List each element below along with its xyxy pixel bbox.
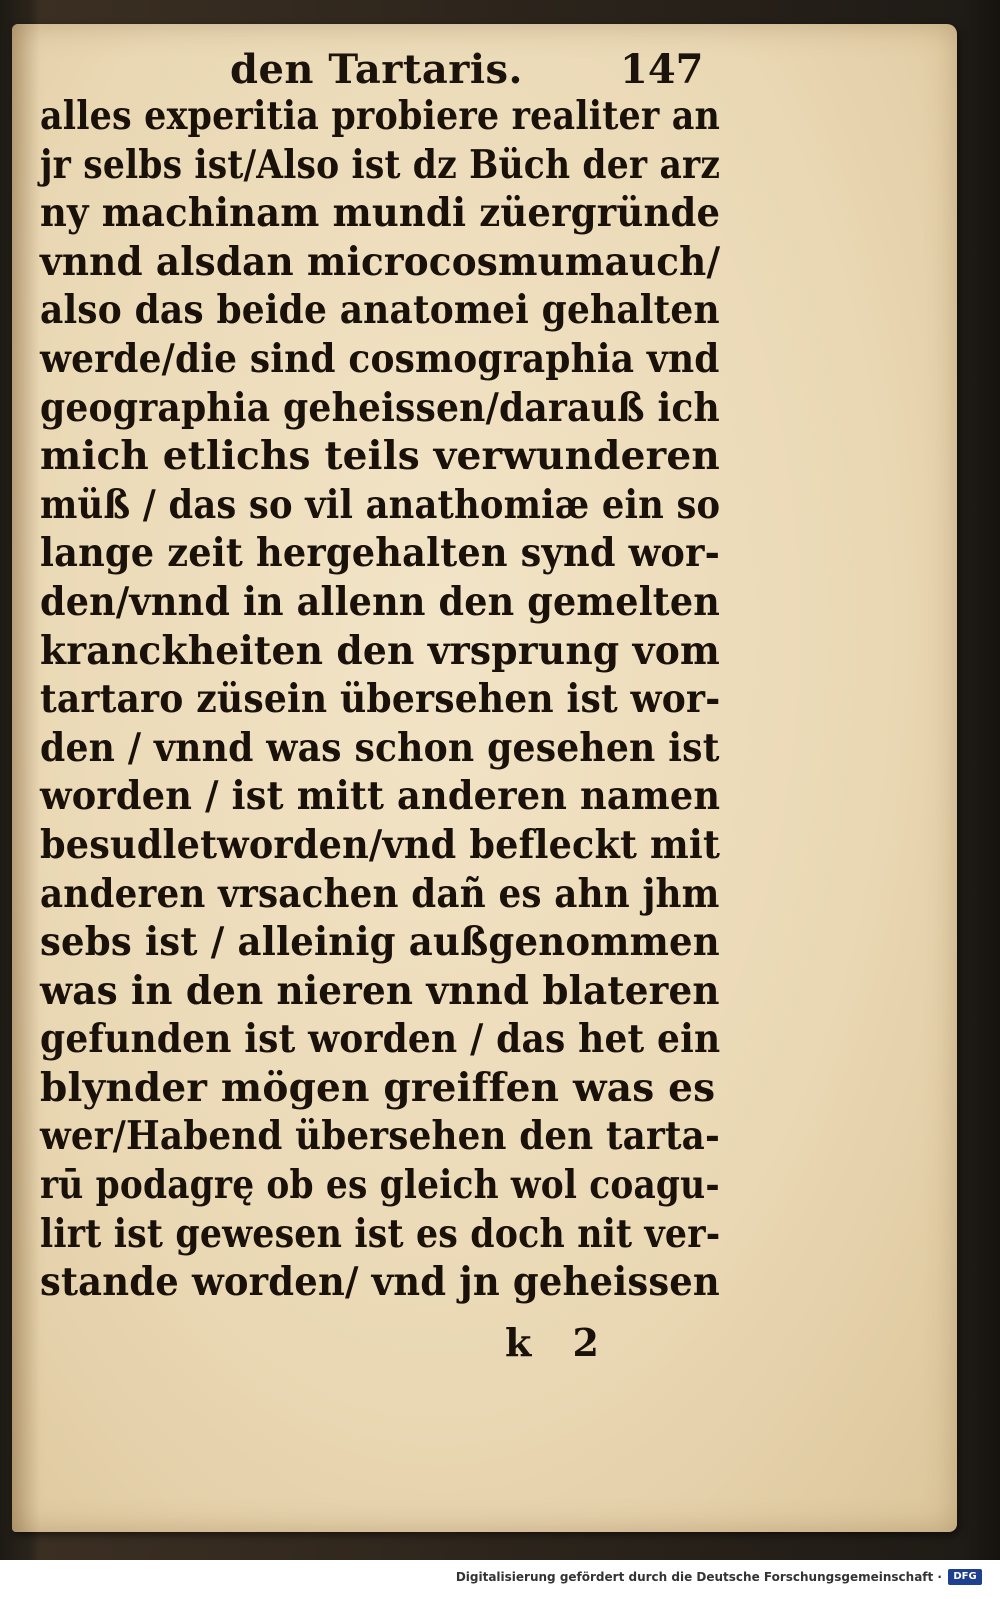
text-line: rū podagrę ob es gleich wol coagu- — [40, 1162, 720, 1209]
text-line: mich etlichs teils verwunderen — [40, 433, 720, 480]
text-line: anderen vrsachen dañ es ahn jhm — [40, 870, 720, 917]
text-line: vnnd alsdan microcosmumauch/ — [40, 238, 721, 285]
text-line: besudletworden/vnd befleckt mit — [40, 821, 721, 868]
page-number: 147 — [620, 46, 704, 93]
text-line: worden / ist mitt anderen namen — [40, 773, 721, 820]
text-line: jr selbs ist/Also ist dz Büch der arz — [40, 141, 721, 188]
signature-mark: k 2 — [505, 1320, 599, 1365]
body-text — [40, 92, 720, 1307]
text-line: den / vnnd was schon gesehen ist — [40, 724, 720, 771]
text-line: tartaro züsein übersehen ist wor- — [40, 676, 721, 723]
running-head-title: den Tartaris. — [230, 46, 523, 93]
text-line: also das beide anatomei gehalten — [40, 287, 720, 334]
text-line: gefunden ist worden / das het ein — [40, 1016, 721, 1063]
text-line: sebs ist / alleinig außgenommen — [40, 919, 720, 966]
text-line: werde/die sind cosmographia vnd — [40, 335, 720, 382]
text-line: den/vnnd in allenn den gemelten — [40, 578, 721, 625]
text-line: was in den nieren vnnd blateren — [40, 967, 720, 1014]
text-line: ny machinam mundi züergründe — [40, 190, 721, 237]
text-line: lange zeit hergehalten synd wor- — [40, 530, 720, 577]
text-line: alles experitia probiere realiter an — [40, 93, 721, 139]
text-line: geographia geheissen/darauß ich — [40, 384, 720, 431]
footer-bar — [0, 1560, 1000, 1599]
running-head — [230, 40, 730, 100]
text-line: kranckheiten den vrsprung vom — [40, 627, 720, 674]
dfg-logo-icon: DFG — [948, 1569, 982, 1585]
page-gutter-shadow — [12, 24, 40, 1532]
text-line: müß / das so vil anathomiæ ein so — [40, 481, 721, 528]
text-line: wer/Habend übersehen den tarta- — [40, 1113, 720, 1160]
text-line: lirt ist gewesen ist es doch nit ver- — [40, 1210, 721, 1257]
text-line: blynder mögen greiffen was es — [40, 1064, 716, 1111]
funding-credit: Digitalisierung gefördert durch die Deutsche Forschungsgemeinschaft · — [455, 1570, 942, 1584]
text-line: stande worden/ vnd jn geheissen — [40, 1259, 720, 1306]
